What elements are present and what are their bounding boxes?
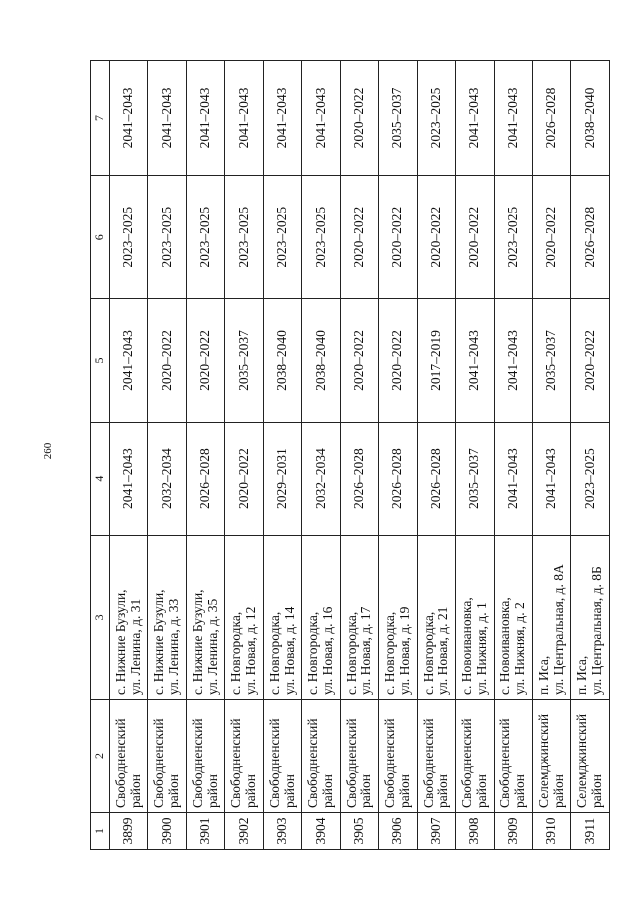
address-line: с. Новгородка,	[228, 611, 244, 696]
period-cell-c4: 2041–2043	[532, 422, 570, 535]
district-line: район	[319, 774, 335, 809]
district-line: район	[435, 774, 451, 809]
period-cell-c6: 2020–2022	[417, 176, 455, 299]
district-line: район	[550, 774, 566, 809]
district-cell	[456, 700, 494, 813]
period-cell-c4: 2035–2037	[456, 422, 494, 535]
address-line: п. Иса,	[574, 655, 590, 696]
district-line: Свободненский	[382, 718, 398, 809]
period-cell-c5: 2020–2022	[186, 299, 224, 422]
row-number-cell: 3908	[456, 813, 494, 850]
table-row	[110, 61, 148, 850]
address-line: ул. Новая, д. 16	[319, 606, 335, 696]
table-row	[456, 61, 494, 850]
table-row	[532, 61, 570, 850]
row-number-cell: 3903	[263, 813, 301, 850]
header-row	[91, 61, 110, 850]
district-line: Свободненский	[266, 718, 282, 809]
period-cell-c4: 2032–2034	[148, 422, 186, 535]
column-header-4: 4	[91, 422, 110, 535]
column-header-7: 7	[91, 61, 110, 176]
address-cell	[494, 535, 532, 699]
period-cell-c5: 2041–2043	[456, 299, 494, 422]
district-cell	[186, 700, 224, 813]
table-row	[186, 61, 224, 850]
period-cell-c6: 2023–2025	[225, 176, 263, 299]
period-cell-c5: 2041–2043	[110, 299, 148, 422]
address-cell	[379, 535, 417, 699]
column-header-6: 6	[91, 176, 110, 299]
address-line: с. Нижние Бузули,	[189, 589, 205, 696]
district-cell	[417, 700, 455, 813]
rotated-table-container	[90, 60, 610, 850]
column-header-2: 2	[91, 700, 110, 813]
period-cell-c7: 2041–2043	[225, 61, 263, 176]
address-line: с. Новгородка,	[343, 611, 359, 696]
district-cell	[263, 700, 301, 813]
period-cell-c5: 2020–2022	[148, 299, 186, 422]
address-line: ул. Новая, д. 17	[358, 606, 374, 696]
district-line: Свободненский	[112, 718, 128, 809]
row-number-cell: 3906	[379, 813, 417, 850]
period-cell-c7: 2041–2043	[494, 61, 532, 176]
address-cell	[532, 535, 570, 699]
address-cell	[417, 535, 455, 699]
address-line: ул. Центральная, д. 8А	[550, 564, 566, 696]
address-line: ул. Центральная, д. 8Б	[589, 566, 605, 696]
address-line: ул. Ленина, д. 33	[166, 598, 182, 696]
district-line: Селемджинский	[574, 713, 590, 809]
district-cell	[494, 700, 532, 813]
district-line: район	[166, 774, 182, 809]
period-cell-c6: 2026–2028	[571, 176, 610, 299]
district-line: Свободненский	[305, 718, 321, 809]
period-cell-c7: 2026–2028	[532, 61, 570, 176]
address-line: с. Новгородка,	[266, 611, 282, 696]
district-line: Свободненский	[458, 718, 474, 809]
period-cell-c6: 2023–2025	[494, 176, 532, 299]
district-line: Свободненский	[151, 718, 167, 809]
district-line: район	[512, 774, 528, 809]
period-cell-c7: 2038–2040	[571, 61, 610, 176]
table-row	[148, 61, 186, 850]
address-line: с. Новоивановка,	[497, 597, 513, 696]
district-line: Свободненский	[189, 718, 205, 809]
district-line: Свободненский	[497, 718, 513, 809]
row-number-cell: 3899	[110, 813, 148, 850]
table-row	[263, 61, 301, 850]
district-cell	[148, 700, 186, 813]
address-line: с. Новгородка,	[305, 611, 321, 696]
period-cell-c7: 2041–2043	[148, 61, 186, 176]
table-row	[379, 61, 417, 850]
district-cell	[110, 700, 148, 813]
period-cell-c5: 2038–2040	[263, 299, 301, 422]
district-line: район	[589, 774, 605, 809]
address-line: ул. Новая, д. 12	[243, 606, 259, 696]
period-cell-c6: 2020–2022	[340, 176, 378, 299]
period-cell-c4: 2026–2028	[379, 422, 417, 535]
district-cell	[571, 700, 610, 813]
district-line: Селемджинский	[535, 713, 551, 809]
row-number-cell: 3907	[417, 813, 455, 850]
period-cell-c6: 2020–2022	[379, 176, 417, 299]
column-header-5: 5	[91, 299, 110, 422]
district-line: район	[473, 774, 489, 809]
period-cell-c5: 2020–2022	[571, 299, 610, 422]
row-number-cell: 3905	[340, 813, 378, 850]
period-cell-c5: 2035–2037	[225, 299, 263, 422]
address-line: ул. Нижняя, д. 2	[512, 602, 528, 696]
schedule-table	[90, 60, 610, 850]
period-cell-c6: 2020–2022	[456, 176, 494, 299]
period-cell-c5: 2020–2022	[340, 299, 378, 422]
period-cell-c7: 2041–2043	[456, 61, 494, 176]
table-row	[571, 61, 610, 850]
period-cell-c4: 2032–2034	[302, 422, 340, 535]
period-cell-c6: 2020–2022	[532, 176, 570, 299]
address-line: с. Новгородка,	[420, 611, 436, 696]
district-line: Свободненский	[228, 718, 244, 809]
period-cell-c5: 2017–2019	[417, 299, 455, 422]
address-line: ул. Новая, д. 19	[396, 606, 412, 696]
district-cell	[532, 700, 570, 813]
period-cell-c6: 2023–2025	[263, 176, 301, 299]
address-cell	[148, 535, 186, 699]
address-line: с. Новгородка,	[382, 611, 398, 696]
district-line: район	[358, 774, 374, 809]
period-cell-c5: 2035–2037	[532, 299, 570, 422]
period-cell-c7: 2041–2043	[263, 61, 301, 176]
period-cell-c4: 2029–2031	[263, 422, 301, 535]
district-line: Свободненский	[420, 718, 436, 809]
period-cell-c6: 2023–2025	[110, 176, 148, 299]
period-cell-c4: 2026–2028	[417, 422, 455, 535]
address-line: с. Нижние Бузули,	[151, 589, 167, 696]
address-cell	[225, 535, 263, 699]
district-line: район	[127, 774, 143, 809]
address-line: ул. Ленина, д. 35	[204, 598, 220, 696]
period-cell-c7: 2041–2043	[110, 61, 148, 176]
column-header-1: 1	[91, 813, 110, 850]
district-line: район	[243, 774, 259, 809]
page-number: 260	[42, 442, 54, 460]
address-line: с. Нижние Бузули,	[112, 589, 128, 696]
rotated-table-wrapper	[90, 60, 610, 850]
period-cell-c4: 2026–2028	[340, 422, 378, 535]
address-line: ул. Новая, д. 14	[281, 606, 297, 696]
period-cell-c7: 2041–2043	[186, 61, 224, 176]
period-cell-c4: 2023–2025	[571, 422, 610, 535]
period-cell-c4: 2026–2028	[186, 422, 224, 535]
period-cell-c4: 2020–2022	[225, 422, 263, 535]
district-line: район	[281, 774, 297, 809]
address-cell	[263, 535, 301, 699]
district-line: Свободненский	[343, 718, 359, 809]
period-cell-c7: 2023–2025	[417, 61, 455, 176]
address-cell	[186, 535, 224, 699]
address-cell	[302, 535, 340, 699]
address-line: п. Иса,	[535, 655, 551, 696]
address-line: с. Новоивановка,	[458, 597, 474, 696]
period-cell-c4: 2041–2043	[494, 422, 532, 535]
column-header-3: 3	[91, 535, 110, 699]
district-line: район	[204, 774, 220, 809]
period-cell-c5: 2038–2040	[302, 299, 340, 422]
row-number-cell: 3911	[571, 813, 610, 850]
table-row	[340, 61, 378, 850]
address-line: ул. Ленина, д. 31	[127, 598, 143, 696]
address-cell	[571, 535, 610, 699]
district-cell	[225, 700, 263, 813]
address-cell	[340, 535, 378, 699]
address-cell	[456, 535, 494, 699]
period-cell-c7: 2035–2037	[379, 61, 417, 176]
period-cell-c7: 2020–2022	[340, 61, 378, 176]
period-cell-c6: 2023–2025	[148, 176, 186, 299]
row-number-cell: 3901	[186, 813, 224, 850]
table-row	[302, 61, 340, 850]
district-cell	[379, 700, 417, 813]
table-row	[225, 61, 263, 850]
table-row	[494, 61, 532, 850]
period-cell-c5: 2041–2043	[494, 299, 532, 422]
district-line: район	[396, 774, 412, 809]
table-body	[110, 61, 610, 850]
row-number-cell: 3900	[148, 813, 186, 850]
district-cell	[340, 700, 378, 813]
row-number-cell: 3904	[302, 813, 340, 850]
row-number-cell: 3902	[225, 813, 263, 850]
row-number-cell: 3909	[494, 813, 532, 850]
address-line: ул. Новая, д. 21	[435, 606, 451, 696]
row-number-cell: 3910	[532, 813, 570, 850]
period-cell-c4: 2041–2043	[110, 422, 148, 535]
period-cell-c6: 2023–2025	[186, 176, 224, 299]
district-cell	[302, 700, 340, 813]
period-cell-c5: 2020–2022	[379, 299, 417, 422]
period-cell-c7: 2041–2043	[302, 61, 340, 176]
period-cell-c6: 2023–2025	[302, 176, 340, 299]
table-row	[417, 61, 455, 850]
address-cell	[110, 535, 148, 699]
address-line: ул. Нижняя, д. 1	[473, 602, 489, 696]
